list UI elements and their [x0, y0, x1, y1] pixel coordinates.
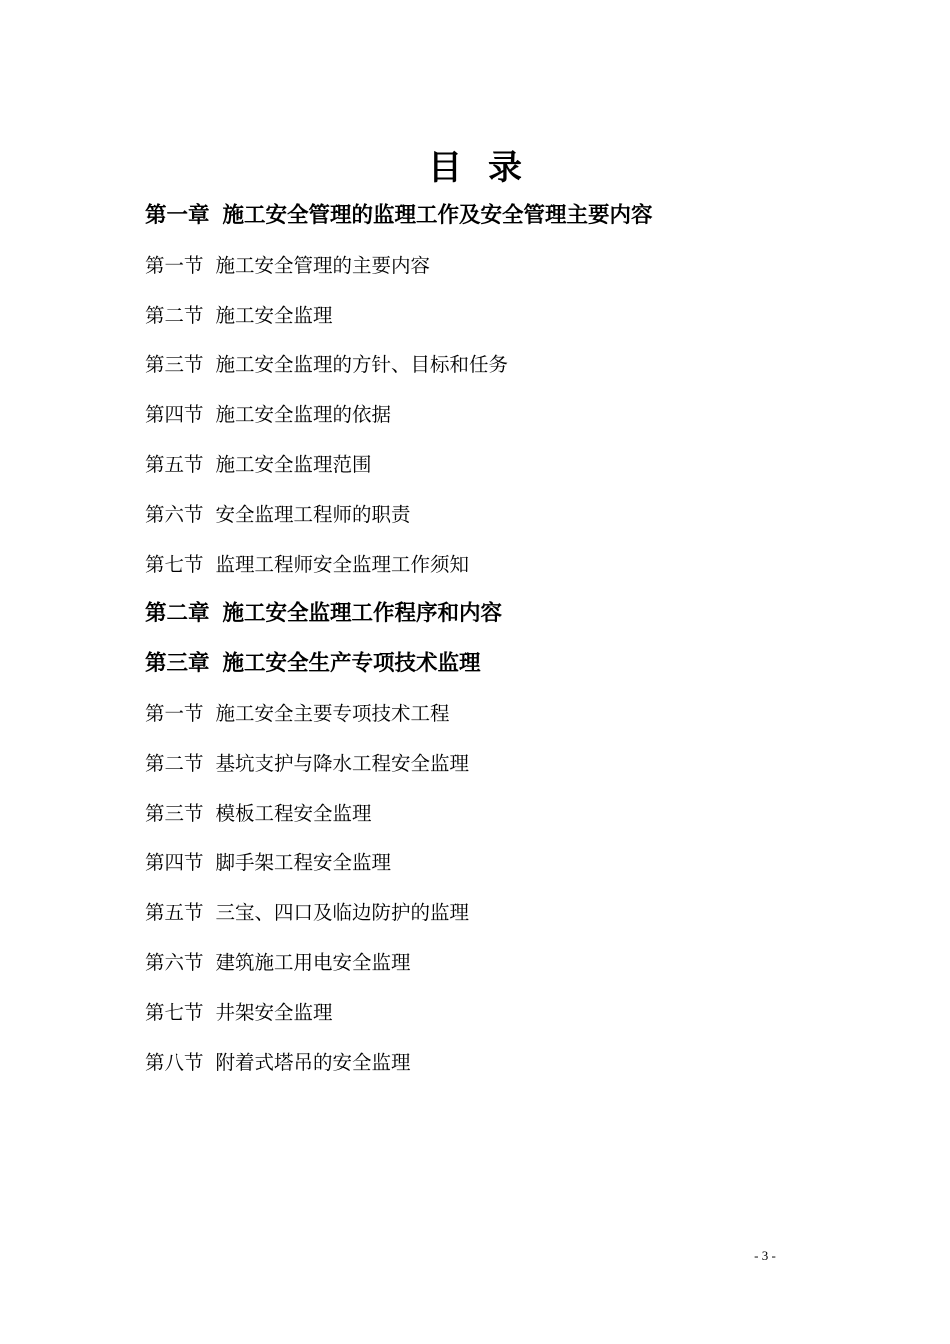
toc-chapter-entry [145, 191, 845, 241]
toc-section-entry [145, 390, 845, 440]
toc-section-entry [145, 540, 845, 590]
toc-section-entry [145, 291, 845, 341]
toc-entry-number: 第三节 [145, 801, 204, 825]
toc-entry-title: 施工安全主要专项技术工程 [215, 701, 450, 725]
toc-entry-title: 附着式塔吊的安全监理 [215, 1050, 411, 1074]
toc-entry-number: 第二节 [145, 303, 204, 327]
toc-entry-title: 施工安全管理的监理工作及安全管理主要内容 [222, 203, 653, 228]
toc-entry-title: 基坑支护与降水工程安全监理 [215, 751, 470, 775]
toc-entry-number: 第八节 [145, 1050, 204, 1074]
page-number: - 3 - [754, 1248, 776, 1263]
toc-entry-title: 三宝、四口及临边防护的监理 [215, 901, 470, 925]
toc-entry-title: 施工安全监理的依据 [215, 403, 392, 427]
toc-entry-number: 第二节 [145, 751, 204, 775]
toc-section-entry [145, 789, 845, 839]
toc-section-entry [145, 490, 845, 540]
toc-entry-title: 施工安全生产专项技术监理 [222, 651, 481, 677]
page-title: 目录 [428, 148, 548, 188]
toc-entry-number: 第五节 [145, 452, 204, 476]
toc-section-entry [145, 739, 845, 789]
toc-chapter-entry [145, 589, 845, 639]
toc-entry-number: 第一节 [145, 253, 204, 277]
toc-entry-title: 安全监理工程师的职责 [215, 502, 411, 526]
toc-section-entry [145, 340, 845, 390]
toc-entry-title: 脚手架工程安全监理 [215, 851, 392, 875]
toc-entry-title: 施工安全监理工作程序和内容 [222, 601, 503, 627]
toc-entry-number: 第二章 [145, 601, 210, 627]
toc-entry-number: 第一章 [145, 203, 210, 228]
toc-entry-title: 建筑施工用电安全监理 [215, 950, 411, 974]
toc-chapter-entry [145, 639, 845, 689]
toc-entry-number: 第一节 [145, 701, 204, 725]
toc-entry-number: 第六节 [145, 950, 204, 974]
toc-section-entry [145, 241, 845, 291]
toc-entry-title: 施工安全监理 [215, 303, 333, 327]
toc-entry-number: 第七节 [145, 1000, 204, 1024]
toc-entry-title: 模板工程安全监理 [215, 801, 372, 825]
toc-section-entry [145, 689, 845, 739]
toc-entry-title: 井架安全监理 [215, 1000, 333, 1024]
toc-entry-number: 第七节 [145, 552, 204, 576]
toc-section-entry [145, 888, 845, 938]
toc-entry-title: 施工安全管理的主要内容 [215, 253, 431, 277]
toc-entry-number: 第三章 [145, 651, 210, 677]
toc-entry-number: 第四节 [145, 403, 204, 427]
toc-entry-title: 施工安全监理的方针、目标和任务 [215, 353, 509, 377]
toc-entry-number: 第六节 [145, 502, 204, 526]
toc-section-entry [145, 938, 845, 988]
toc-section-entry [145, 988, 845, 1038]
toc-entry-title: 监理工程师安全监理工作须知 [215, 552, 470, 576]
toc-entry-number: 第三节 [145, 353, 204, 377]
toc-entry-number: 第四节 [145, 851, 204, 875]
toc-section-entry [145, 440, 845, 490]
toc-entry-number: 第五节 [145, 901, 204, 925]
toc-section-entry [145, 1038, 845, 1088]
toc-section-entry [145, 838, 845, 888]
toc-entry-title: 施工安全监理范围 [215, 452, 372, 476]
table-of-contents [145, 191, 845, 1087]
